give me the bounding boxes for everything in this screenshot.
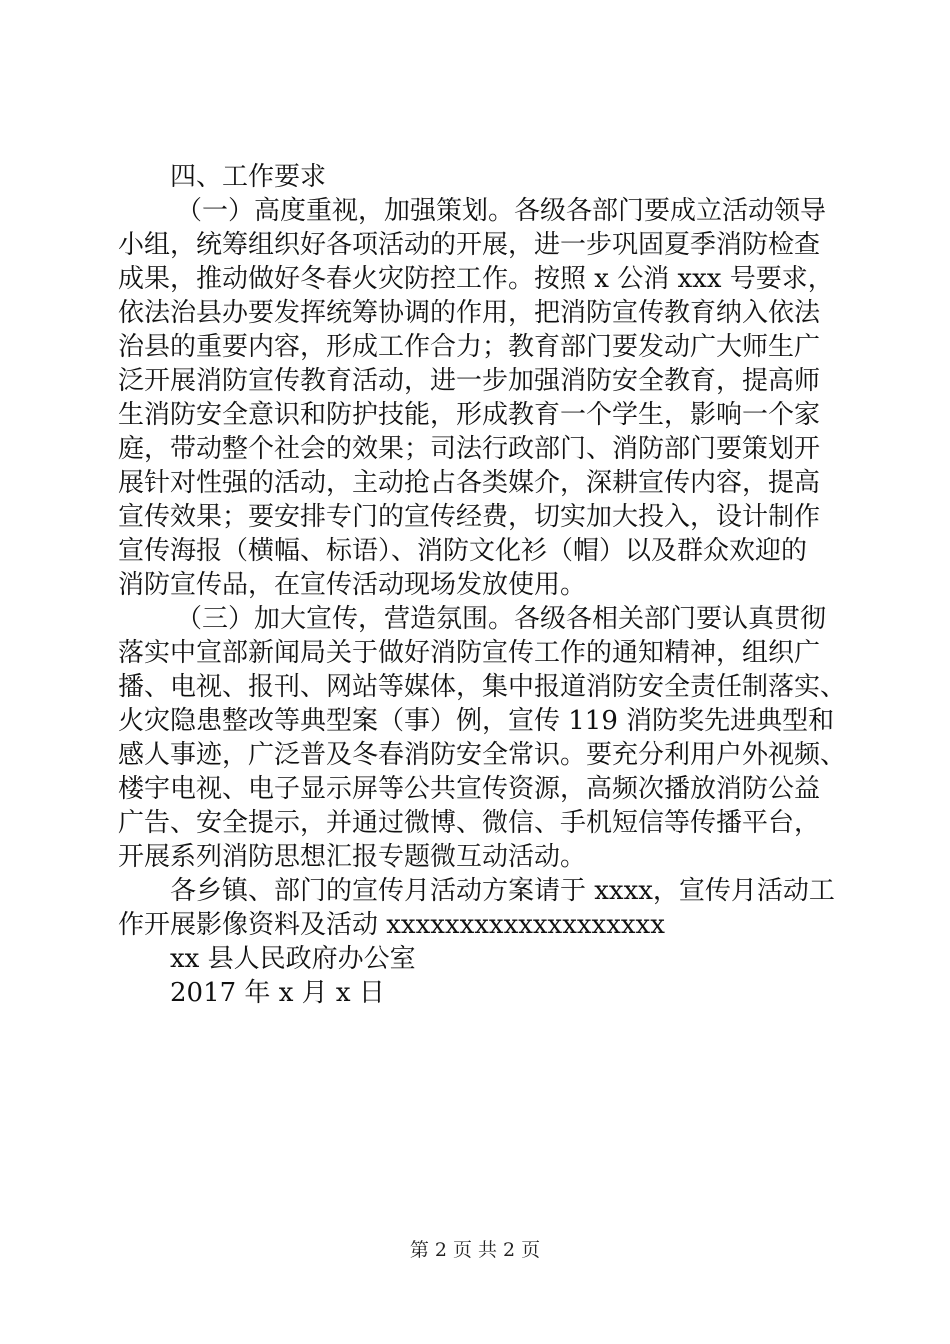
paragraph-line: 宣传海报（横幅、标语）、消防文化衫（帽）以及群众欢迎的 <box>118 536 808 566</box>
section-heading: 四、工作要求 <box>170 162 327 192</box>
paragraph-line: 治县的重要内容，形成工作合力；教育部门要发动广大师生广 <box>118 332 821 362</box>
paragraph-line: 广告、安全提示，并通过微博、微信、手机短信等传播平台， <box>118 808 821 838</box>
paragraph-line: 泛开展消防宣传教育活动，进一步加强消防安全教育，提高师 <box>118 366 821 396</box>
paragraph-line: 成果，推动做好冬春火灾防控工作。按照 x 公消 xxx 号要求， <box>118 264 834 294</box>
paragraph-line: 依法治县办要发挥统筹协调的作用，把消防宣传教育纳入依法 <box>118 298 821 328</box>
paragraph-line: 播、电视、报刊、网站等媒体，集中报道消防安全责任制落实、 <box>118 672 847 702</box>
date-line: 2017 年 x 月 x 日 <box>170 978 385 1008</box>
page-footer <box>0 1238 950 1262</box>
paragraph-line: 感人事迹，广泛普及冬春消防安全常识。要充分利用户外视频、 <box>118 740 847 770</box>
paragraph-line: 展针对性强的活动，主动抢占各类媒介，深耕宣传内容，提高 <box>118 468 821 498</box>
paragraph-line: 小组，统筹组织好各项活动的开展，进一步巩固夏季消防检查 <box>118 230 821 260</box>
paragraph-line: 消防宣传品，在宣传活动现场发放使用。 <box>118 570 587 600</box>
paragraph-line: （一）高度重视，加强策划。各级各部门要成立活动领导 <box>176 196 827 226</box>
paragraph-line: 火灾隐患整改等典型案（事）例，宣传 119 消防奖先进典型和 <box>118 706 835 736</box>
paragraph-line: （三）加大宣传，营造氛围。各级各相关部门要认真贯彻 <box>176 604 827 634</box>
paragraph-line: 庭，带动整个社会的效果；司法行政部门、消防部门要策划开 <box>118 434 821 464</box>
paragraph-line: 作开展影像资料及活动 xxxxxxxxxxxxxxxxxxx <box>118 910 665 940</box>
paragraph-line: 各乡镇、部门的宣传月活动方案请于 xxxx，宣传月活动工 <box>170 876 835 906</box>
page-indicator: 第 2 页 共 2 页 <box>409 1239 541 1261</box>
issuer-line: xx 县人民政府办公室 <box>170 944 416 974</box>
paragraph-line: 落实中宣部新闻局关于做好消防宣传工作的通知精神，组织广 <box>118 638 821 668</box>
paragraph-line: 楼宇电视、电子显示屏等公共宣传资源，高频次播放消防公益 <box>118 774 821 804</box>
paragraph-line: 宣传效果；要安排专门的宣传经费，切实加大投入，设计制作 <box>118 502 821 532</box>
paragraph-line: 开展系列消防思想汇报专题微互动活动。 <box>118 842 587 872</box>
document-body <box>118 160 847 1010</box>
paragraph-line: 生消防安全意识和防护技能，形成教育一个学生，影响一个家 <box>118 400 821 430</box>
